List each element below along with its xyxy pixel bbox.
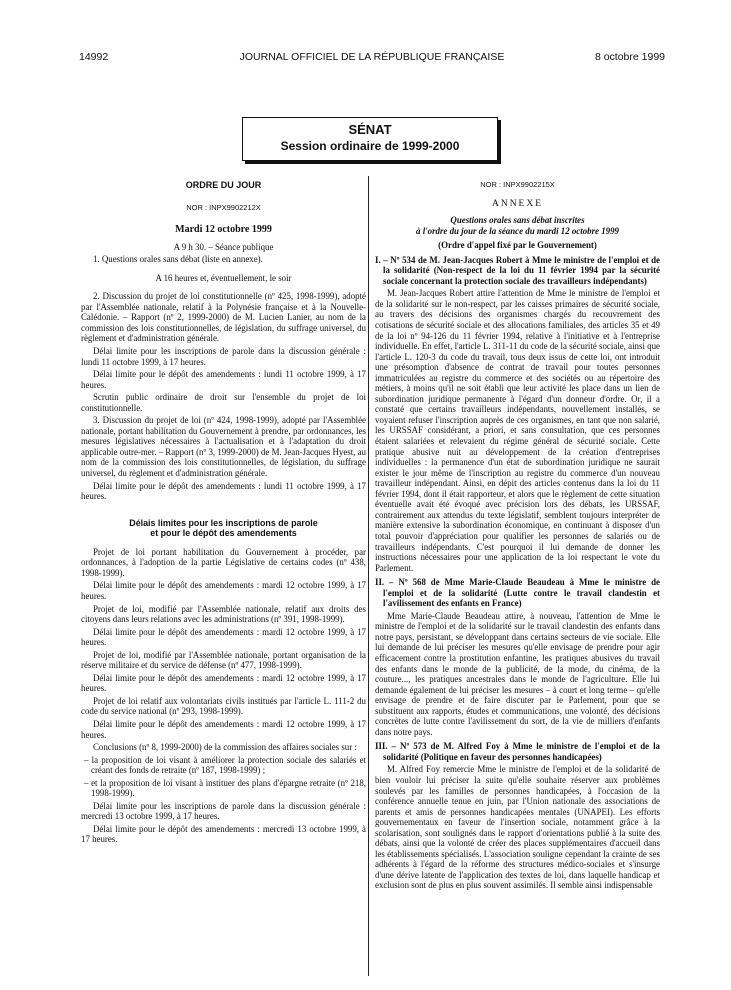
journal-title: JOURNAL OFFICIEL DE LA RÉPUBLIQUE FRANÇAISE bbox=[239, 51, 505, 63]
annex-subtitle-1: Questions orales sans débat inscrites bbox=[450, 215, 585, 226]
annex-subtitle-2: à l'ordre du jour de la séance du mardi 12 octobre 1999 bbox=[416, 225, 619, 236]
issue-date: 8 octobre 1999 bbox=[594, 51, 665, 63]
afternoon-time: A 16 heures et, éventuellement, le soir bbox=[155, 272, 292, 283]
deadlines-title-line2: et pour le dépôt des amendements bbox=[150, 528, 297, 539]
annex-title: ANNEXE bbox=[491, 198, 544, 209]
bill-2-deadline: Délai limite pour le dépôt des amendements : mardi 12 octobre 1999, à 17 heures. bbox=[81, 626, 366, 648]
item3-amendment-deadline: Délai limite pour le dépôt des amendements : lundi 11 octobre 1999, à 17 heures. bbox=[81, 480, 366, 502]
question-3-heading: III. – Nº 573 de M. Alfred Foy à Mme le ministre de l'emploi et de la solidarité (Politique en faveur des personnes handicapées) bbox=[375, 741, 660, 762]
title-box bbox=[242, 117, 498, 161]
question-3-body: M. Alfred Foy remercie Mme le ministre de l'emploi et de la solidarité de bien vouloir lui préciser la suite qu'elle souhaite réserver aux problèmes soulevés par les familles de personnes handicapées, à l'occasion de la conférence annuelle tenue en juin, par l'Union nationale des associations de parents et amis de personnes handicapées mentales (UNAPEI). Les efforts gouvernementaux en faveur de l'insertion sociale, notamment grâce à la scolarisation, sont soulignés dans le rapport d'orientations publié à la suite des débats, ainsi que la volonté de créer des places supplémentaires d'accueil dans les établissements spécialisés. L'association souligne cependant la crainte de ses adhérents à l'égard de la réforme des structures médico-sociales et s'insurge d'une dérive latente de l'application des textes de loi, dans laquelle handicap et exclusion sont de plus en plus souvent assimilés. Il semble ainsi indispensable bbox=[375, 764, 660, 891]
page-header bbox=[79, 51, 665, 65]
morning-time: A 9 h 30. – Séance publique bbox=[173, 241, 274, 252]
bill-4: Projet de loi relatif aux volontariats civils institués par l'article L. 111-2 du code du service national (nº 293, 1998-1999). bbox=[81, 695, 366, 717]
deadlines-title-line1: Délais limites pour les inscriptions de parole bbox=[129, 517, 318, 528]
bill-5-speaking-deadline: Délai limite pour les inscriptions de parole dans la discussion générale : mercredi 13 octobre 1999, à 17 heures. bbox=[81, 800, 366, 822]
bill-5: Conclusions (nº 8, 1999-2000) de la commission des affaires sociales sur : bbox=[93, 742, 357, 753]
question-2-body: Mme Marie-Claude Beaudeau attire, à nouveau, l'attention de Mme le ministre de l'emploi et de la solidarité sur le travail clandestin des enfants dans notre pays, persistant, se développant dans certains secteurs de vie sociale. Elle lui demande de lui préciser les mesures qu'elle envisage de prendre pour agir efficacement contre la prostitution enfantine, les pratiques abusives du travail des enfants dans le monde de la publicité, de la mode, du cinéma, de la couture..., les pratiques ancestrales dans le monde de l'agriculture. Elle lui demande également de lui préciser les mesures – à court et long terme – qu'elle envisage de prendre et de faire discuter par le Parlement, pour que se substituent aux rapports, études et communications, une volonté, des décisions concrètes de lutte contre l'avilissement du sort, de la vie de milliers d'enfants dans notre pays. bbox=[375, 610, 660, 737]
session-title: Session ordinaire de 1999-2000 bbox=[280, 139, 460, 153]
agenda-item-2: 2. Discussion du projet de loi constitutionnelle (nº 425, 1998-1999), adopté par l'Assemblée nationale, relatif à la Polynésie française et à la Nouvelle-Calédonie. – Rapport (nº 2, 1999-2000) de M. Lucien Lanier, au nom de la commission des lois constitutionnelles, de législation, du suffrage universel, du règlement et d'administration générale. bbox=[81, 291, 366, 344]
column-divider bbox=[368, 176, 369, 976]
item2-speaking-deadline: Délai limite pour les inscriptions de parole dans la discussion générale : lundi 11 octobre 1999, à 17 heures. bbox=[81, 346, 366, 367]
question-2-heading: II. – Nº 568 de Mme Marie-Claude Beaudeau à Mme le ministre de l'emploi et de la solidarité (Lutte contre le travail clandestin et l'avilissement des enfants en France) bbox=[375, 577, 660, 609]
item2-amendment-deadline: Délai limite pour le dépôt des amendements : lundi 11 octobre 1999, à 17 heures. bbox=[81, 369, 366, 390]
question-1-heading: I. – Nº 534 de M. Jean-Jacques Robert à Mme le ministre de l'emploi et de la solidarité (Non-respect de la loi du 11 février 1994 par la sécurité sociale concernant la protection sociale des travailleurs indépendants) bbox=[375, 254, 660, 286]
right-column bbox=[375, 176, 660, 893]
senate-title: SÉNAT bbox=[348, 122, 392, 137]
annex-nor-reference: NOR : INPX9902215X bbox=[480, 180, 555, 189]
nor-reference: NOR : INPX9902212X bbox=[186, 202, 261, 212]
agenda-item-3: 3. Discussion du projet de loi (nº 424, 1998-1999), adopté par l'Assemblée nationale, portant habilitation du Gouvernement à prendre, par ordonnances, les mesures législatives nécessaires à l'actualisation et à l'adaptation du droit applicable outre-mer. – Rapport (nº 3, 1999-2000) de M. Jean-Jacques Hyest, au nom de la commission des lois constitutionnelles, de législation, du suffrage universel, du règlement et d'administration générale. bbox=[81, 415, 366, 479]
session-day: Mardi 12 octobre 1999 bbox=[175, 224, 272, 236]
bill-3-deadline: Délai limite pour le dépôt des amendements : mardi 12 octobre 1999, à 17 heures. bbox=[81, 672, 366, 694]
item2-public-vote: Scrutin public ordinaire de droit sur l'ensemble du projet de loi constitutionnelle. bbox=[81, 392, 366, 413]
bill-4-deadline: Délai limite pour le dépôt des amendements : mardi 12 octobre 1999, à 17 heures. bbox=[81, 718, 366, 740]
agenda-item-1: 1. Questions orales sans débat (liste en annexe). bbox=[93, 254, 263, 265]
page-number: 14992 bbox=[79, 51, 109, 63]
left-column bbox=[81, 176, 366, 847]
bill-2: Projet de loi, modifié par l'Assemblée nationale, relatif aux droits des citoyens dans leurs relations avec les administrations (nº 391, 1998-1999). bbox=[81, 603, 366, 625]
bill-1-deadline: Délai limite pour le dépôt des amendements : mardi 12 octobre 1999, à 17 heures. bbox=[81, 580, 366, 601]
bill-5-amendment-deadline: Délai limite pour le dépôt des amendements : mercredi 13 octobre 1999, à 17 heures. bbox=[81, 823, 366, 845]
bill-1: Projet de loi portant habilitation du Gouvernement à procéder, par ordonnances, à l'adoption de la partie Législative de certains codes (nº 438, 1998-1999). bbox=[81, 546, 366, 578]
call-order-note: (Ordre d'appel fixé par le Gouvernement) bbox=[438, 240, 597, 251]
question-1-body: M. Jean-Jacques Robert attire l'attention de Mme le ministre de l'emploi et de la solidarité sur le non-respect, par les caisses primaires de sécurité sociale, au travers des décisions des organismes chargés du recouvrement des cotisations de sécurité sociale et des allocations familiales, des articles 35 et 49 de la loi nº 94-126 du 11 février 1994, relative à l'initiative et à l'entreprise individuelle. En effet, l'article L. 311-11 du code de la sécurité sociale, ainsi que l'article L. 120-3 du code du travail, tous deux issus de cette loi, ont introduit une présomption d'absence de contrat de travail pour toutes personnes immatriculées au registre du commerce et des sociétés ou au répertoire des métiers, à moins qu'il ne soit établi que leur activité les place dans un lien de subordination juridique permanente à l'égard d'un donneur d'ordre. Or, il a constaté que certains travailleurs indépendants, nouvellement installés, se voyaient refuser l'inscription auprès de ces organismes, en tant que non salarié, les URSSAF considérant, a priori, et sans consultation, que ces personnes étaient salariées et relevaient du régime général de sécurité sociale. Cette pratique abusive nuit au développement de la création d'entreprises individuelles : la permanence d'un état de subordination juridique ne saurait exister le jour même de l'inscription au registre du commerce d'un nouveau travailleur indépendant. Ainsi, en dépit des articles contenus dans la loi du 11 février 1994, dont il était rapporteur, et alors que le règlement de cette situation éventuelle avait été évoqué avec précision lors des débats, les URSSAF, contrairement aux attendus du texte législatif, semblent toujours interpréter de manière extensive la subordination économique, en continuant à disposer d'un total pouvoir d'appréciation pour qualifier les personnes de salariés ou de travailleurs indépendants. C'est pourquoi il lui demande de donner les instructions nécessaires pour une application de la loi respectant le vote du Parlement. bbox=[375, 288, 660, 573]
bill-3: Projet de loi, modifié par l'Assemblée nationale, portant organisation de la réserve militaire et du service de défense (nº 477, 1998-1999). bbox=[81, 649, 366, 671]
bill-5-proposal-2: – et la proposition de loi visant à instituer des plans d'épargne retraite (nº 218, 1998-1999). bbox=[84, 777, 366, 799]
agenda-heading: ORDRE DU JOUR bbox=[185, 180, 262, 190]
bill-5-proposal-1: – la proposition de loi visant à améliorer la protection sociale des salariés et créant des fonds de retraite (nº 187, 1998-1999) ; bbox=[84, 754, 366, 776]
